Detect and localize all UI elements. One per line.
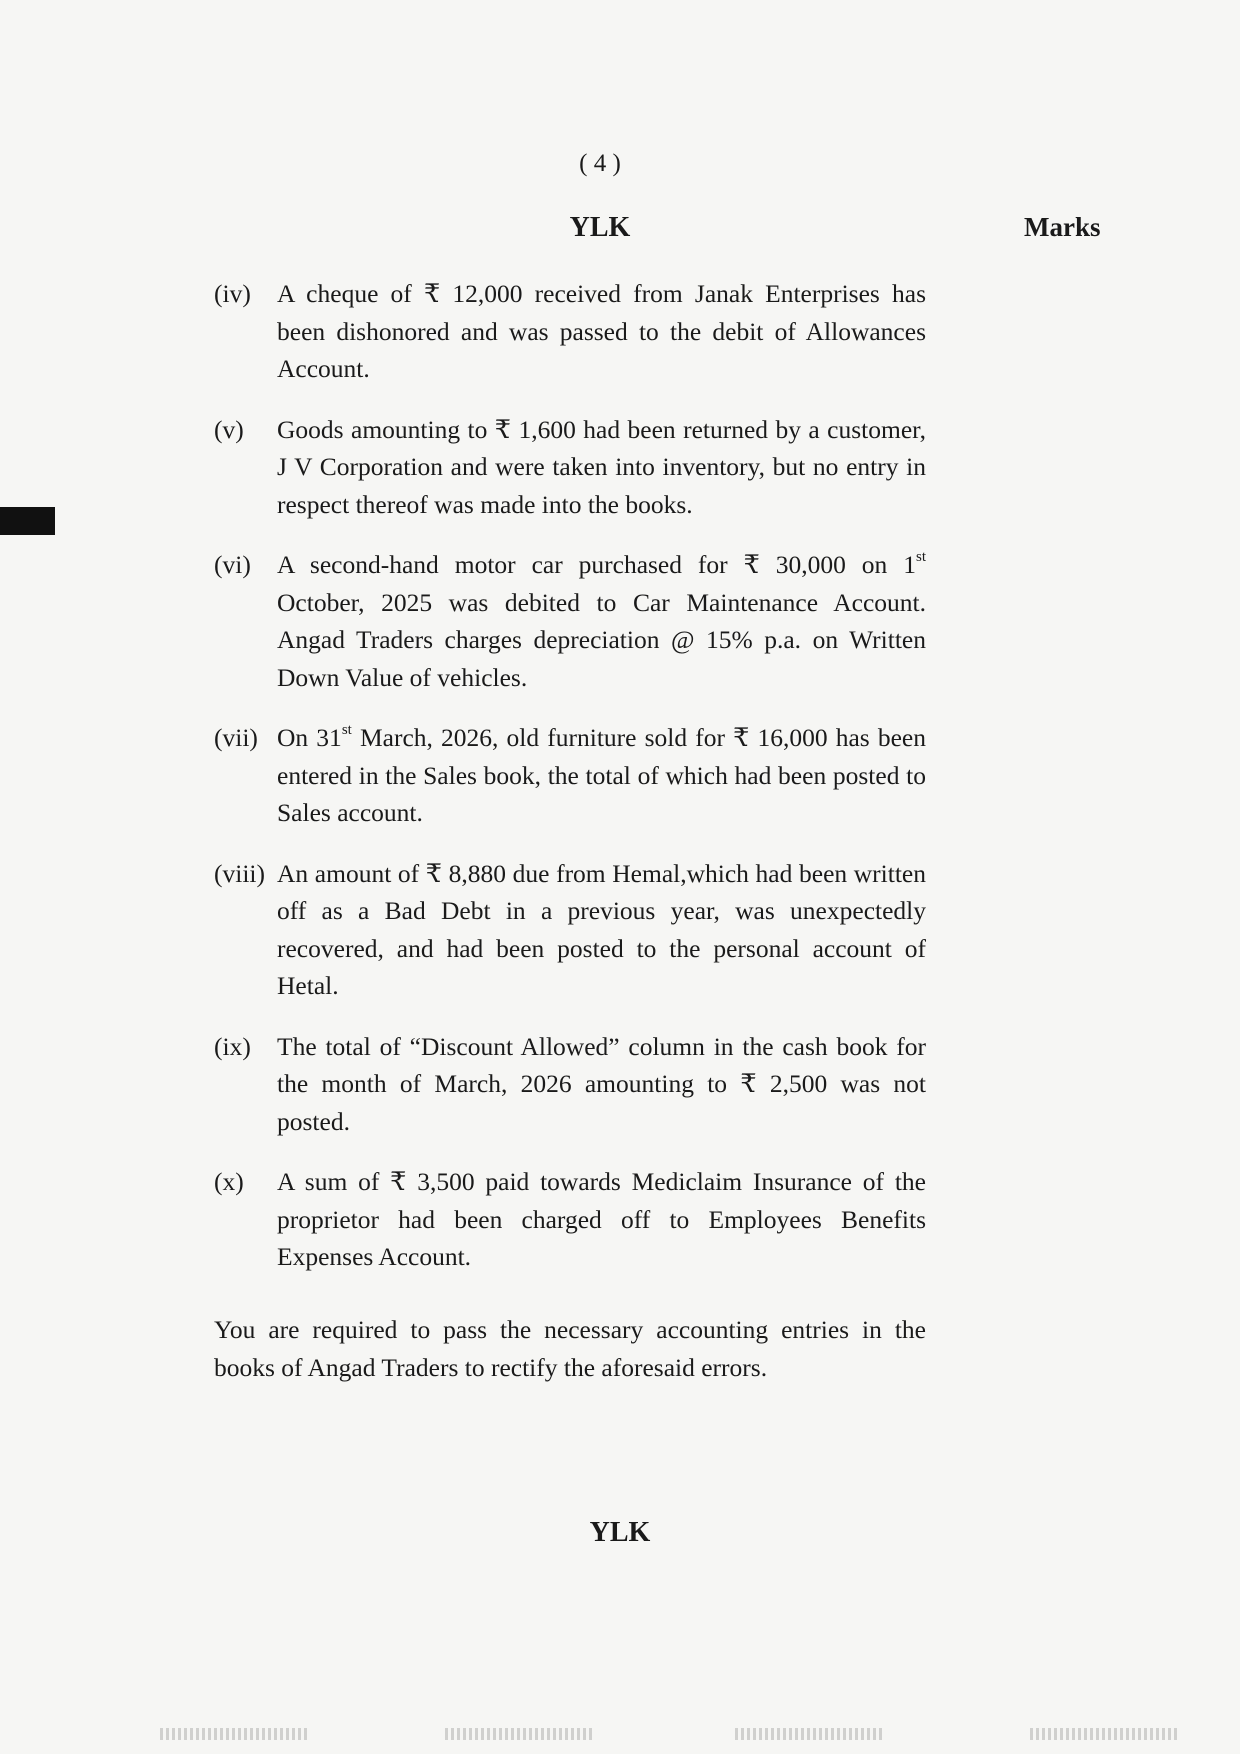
scan-artifact bbox=[735, 1728, 885, 1740]
item-text bbox=[277, 546, 926, 696]
item-text-start: A second-hand motor car purchased for ₹ 30,000 on 1 bbox=[277, 550, 916, 579]
item-number: (viii) bbox=[214, 858, 265, 888]
ordinal-suffix: st bbox=[341, 721, 352, 738]
item-text-end: October, 2025 was debited to Car Maintenance Account. Angad Traders charges depreciation @ 15% p.a. on Written Down Value of vehicles. bbox=[277, 587, 926, 692]
scan-artifact bbox=[445, 1728, 595, 1740]
item-number: (x) bbox=[214, 1167, 244, 1196]
question-item bbox=[214, 275, 926, 388]
marks-column-label: Marks bbox=[1024, 212, 1101, 242]
scan-artifact bbox=[1030, 1728, 1180, 1740]
item-text: An amount of ₹ 8,880 due from Hemal,which had been written off as a Bad Debt in a previous year, was unexpectedly recovered, and had been posted to the personal account of Hetal. bbox=[277, 858, 926, 1000]
header-code: YLK bbox=[569, 212, 631, 243]
ordinal-suffix: st bbox=[915, 548, 926, 565]
item-text: A sum of ₹ 3,500 paid towards Mediclaim Insurance of the proprietor had been charged off to Employees Benefits Expenses Account. bbox=[277, 1167, 926, 1271]
item-number: (v) bbox=[214, 414, 244, 444]
item-text bbox=[277, 719, 926, 832]
item-text: A cheque of ₹ 12,000 received from Janak Enterprises has been dishonored and was passed to the debit of Allowances Account. bbox=[277, 279, 926, 383]
question-item bbox=[214, 1163, 926, 1276]
instruction-text: You are required to pass the necessary accounting entries in the books of Angad Traders to rectify the aforesaid errors. bbox=[214, 1315, 926, 1382]
question-item bbox=[214, 411, 926, 524]
item-text-start: On 31 bbox=[277, 723, 342, 752]
item-number: (vii) bbox=[214, 723, 258, 752]
item-number: (iv) bbox=[214, 279, 251, 308]
question-items bbox=[214, 275, 926, 1299]
question-item bbox=[214, 546, 926, 696]
item-text-end: March, 2026, old furniture sold for ₹ 16,000 has been entered in the Sales book, the total of which had been posted to Sales account. bbox=[277, 723, 926, 827]
item-number: (ix) bbox=[214, 1031, 251, 1061]
question-item bbox=[214, 719, 926, 832]
question-item bbox=[214, 1028, 926, 1141]
item-text: Goods amounting to ₹ 1,600 had been returned by a customer, J V Corporation and were taken into inventory, but no entry in respect thereof was made into the books. bbox=[277, 414, 926, 519]
question-item bbox=[214, 855, 926, 1005]
footer-code: YLK bbox=[589, 1517, 651, 1548]
scan-artifact bbox=[160, 1728, 310, 1740]
item-text: The total of “Discount Allowed” column in the cash book for the month of March, 2026 amounting to ₹ 2,500 was not posted. bbox=[277, 1031, 926, 1136]
scan-edge-mark bbox=[0, 507, 55, 535]
item-number: (vi) bbox=[214, 550, 251, 579]
page-number: ( 4 ) bbox=[579, 150, 621, 177]
